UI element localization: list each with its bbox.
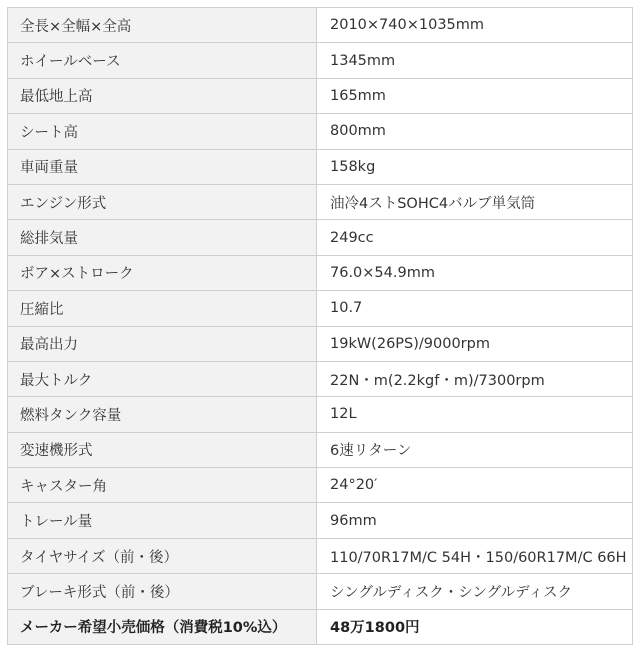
spec-value: 6速リターン: [317, 432, 633, 467]
spec-label: ホイールベース: [8, 43, 317, 78]
spec-label: ブレーキ形式（前・後）: [8, 574, 317, 609]
spec-label: 変速機形式: [8, 432, 317, 467]
spec-value: 12L: [317, 397, 633, 432]
table-row: [8, 114, 633, 149]
spec-label: トレール量: [8, 503, 317, 538]
spec-label: 全長×全幅×全高: [8, 8, 317, 43]
spec-label: キャスター角: [8, 468, 317, 503]
spec-label: エンジン形式: [8, 184, 317, 219]
table-row: [8, 326, 633, 361]
spec-label: シート高: [8, 114, 317, 149]
table-row: [8, 78, 633, 113]
spec-label: タイヤサイズ（前・後）: [8, 538, 317, 573]
table-row: [8, 503, 633, 538]
table-row: [8, 8, 633, 43]
spec-value: 96mm: [317, 503, 633, 538]
table-row: [8, 255, 633, 290]
table-row: [8, 220, 633, 255]
spec-label: 圧縮比: [8, 291, 317, 326]
table-row: [8, 468, 633, 503]
spec-value: 22N・m(2.2kgf・m)/7300rpm: [317, 361, 633, 396]
spec-value: 165mm: [317, 78, 633, 113]
spec-value: 19kW(26PS)/9000rpm: [317, 326, 633, 361]
spec-label: 最大トルク: [8, 361, 317, 396]
spec-value: 2010×740×1035mm: [317, 8, 633, 43]
spec-value: 1345mm: [317, 43, 633, 78]
spec-table: [7, 7, 633, 645]
spec-label: 総排気量: [8, 220, 317, 255]
price-label: メーカー希望小売価格（消費税10%込）: [8, 609, 317, 644]
table-row: [8, 432, 633, 467]
spec-value: 158kg: [317, 149, 633, 184]
spec-value: 油冷4ストSOHC4バルブ単気筒: [317, 184, 633, 219]
price-row: [8, 609, 633, 644]
spec-table-container: [7, 7, 633, 645]
spec-label: ボア×ストローク: [8, 255, 317, 290]
table-row: [8, 361, 633, 396]
table-row: [8, 43, 633, 78]
table-row: [8, 149, 633, 184]
spec-value: 110/70R17M/C 54H・150/60R17M/C 66H: [317, 538, 633, 573]
price-value: 48万1800円: [317, 609, 633, 644]
spec-value: 800mm: [317, 114, 633, 149]
spec-label: 最高出力: [8, 326, 317, 361]
table-row: [8, 291, 633, 326]
spec-value: 76.0×54.9mm: [317, 255, 633, 290]
spec-value: 10.7: [317, 291, 633, 326]
spec-label: 最低地上高: [8, 78, 317, 113]
spec-value: 24°20′: [317, 468, 633, 503]
spec-value: 249cc: [317, 220, 633, 255]
table-row: [8, 184, 633, 219]
table-row: [8, 397, 633, 432]
spec-label: 燃料タンク容量: [8, 397, 317, 432]
spec-label: 車両重量: [8, 149, 317, 184]
spec-value: シングルディスク・シングルディスク: [317, 574, 633, 609]
table-row: [8, 538, 633, 573]
table-row: [8, 574, 633, 609]
